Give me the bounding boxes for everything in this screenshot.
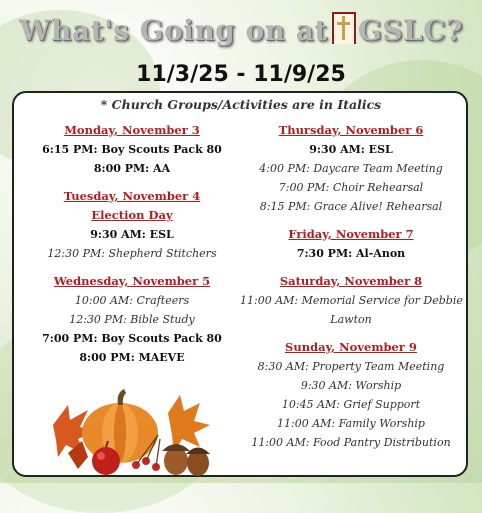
event-item: 7:00 PM: Boy Scouts Pack 80 [42, 332, 222, 345]
event-item: 11:00 AM: Memorial Service for Debbie [240, 294, 463, 307]
day-heading: Monday, November 3 [64, 123, 200, 137]
event-item: 11:00 AM: Family Worship [277, 417, 425, 430]
event-item: Lawton [330, 313, 372, 326]
event-item: 9:30 AM: ESL [90, 228, 174, 241]
day-subtitle: Election Day [91, 208, 173, 222]
day-heading: Tuesday, November 4 [63, 189, 201, 203]
date-range: 11/3/25 - 11/9/25 [136, 62, 346, 87]
autumn-pumpkin-decoration-icon [48, 365, 228, 477]
event-item: 7:30 PM: Al-Anon [296, 247, 406, 260]
italics-note: * Church Groups/Activities are in Italics [100, 97, 382, 112]
event-item: 11:00 AM: Food Pantry Distribution [251, 436, 451, 449]
event-item: 8:30 AM: Property Team Meeting [257, 360, 445, 373]
day-heading: Thursday, November 6 [278, 123, 424, 137]
day-heading: Friday, November 7 [288, 227, 414, 241]
event-item: 10:45 AM: Grief Support [281, 398, 421, 411]
event-item: 9:30 AM: ESL [309, 143, 393, 156]
right-schedule-column [240, 121, 462, 461]
day-block [240, 225, 462, 263]
day-heading: Saturday, November 8 [279, 274, 423, 288]
event-item: 8:15 PM: Grace Alive! Rehearsal [259, 200, 443, 213]
left-schedule-column [22, 121, 242, 376]
event-item: 12:30 PM: Bible Study [69, 313, 195, 326]
event-item: 9:30 AM: Worship [300, 379, 402, 392]
event-item: 12:30 PM: Shepherd Stitchers [47, 247, 217, 260]
day-heading: Sunday, November 9 [285, 340, 417, 354]
event-item: 8:00 PM: MAEVE [79, 351, 185, 364]
day-block [22, 187, 242, 263]
event-item: 8:00 PM: AA [93, 162, 171, 175]
church-cross-logo-icon [332, 12, 356, 44]
event-item: 4:00 PM: Daycare Team Meeting [259, 162, 443, 175]
title-suffix: GSLC? [357, 14, 463, 47]
event-item: 7:00 PM: Choir Rehearsal [278, 181, 424, 194]
event-item: 6:15 PM: Boy Scouts Pack 80 [42, 143, 222, 156]
title-prefix: What's Going on at [19, 14, 328, 47]
day-block [240, 121, 462, 216]
day-block [22, 121, 242, 178]
day-block [240, 338, 462, 452]
day-heading: Wednesday, November 5 [53, 274, 211, 288]
day-block [22, 272, 242, 367]
day-block [240, 272, 462, 329]
page-title [0, 12, 482, 47]
event-item: 10:00 AM: Crafteers [74, 294, 190, 307]
